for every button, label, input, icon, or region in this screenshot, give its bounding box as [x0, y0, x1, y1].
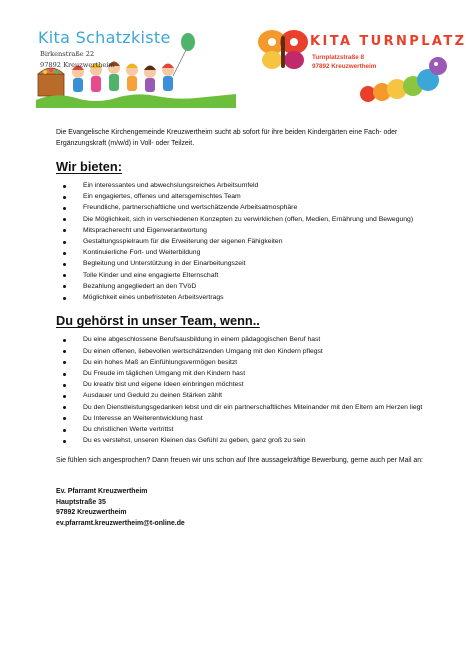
list-item: Du Freude im täglichen Umgang mit den Kindern hast — [56, 369, 436, 379]
list-item: Du Interesse an Weiterentwicklung hast — [56, 414, 436, 424]
bullet-icon — [63, 440, 66, 443]
list-item: Mitspracherecht und Eigenverantwortung — [56, 226, 436, 236]
bullet-icon — [63, 274, 66, 277]
bullet-icon — [63, 361, 66, 364]
bullet-icon — [63, 218, 66, 221]
kita-schatzkiste-city: 97892 Kreuzwertheim — [40, 61, 115, 69]
list-item: Du den Dienstleistungsgedanken lebst und dir ein partnerschaftliches Miteinander mit den Eltern am Herzen liegt — [56, 403, 436, 413]
list-item: Du ein hohes Maß an Einfühlungsvermögen besitzt — [56, 358, 436, 368]
list-item: Du eine abgeschlossene Berufsausbildung in einem pädagogischen Beruf hast — [56, 335, 436, 345]
bullet-icon — [63, 252, 66, 255]
list-item: Ein engagiertes, offenes und altersgemischtes Team — [56, 192, 436, 202]
contact-city: 97892 Kreuzwertheim — [56, 509, 127, 517]
bullet-icon — [63, 207, 66, 210]
list-item: Du es verstehst, unseren Kleinen das Gefühl zu geben, ganz groß zu sein — [56, 436, 436, 446]
bullet-icon — [63, 395, 66, 398]
list-item: Freundliche, partnerschaftliche und wertschätzende Arbeitsatmosphäre — [56, 203, 436, 213]
intro-paragraph: Die Evangelische Kirchengemeinde Kreuzwertheim sucht ab sofort für ihre beiden Kindergärten eine Fach- oder Ergänzungskraft (m/w/d) in Voll- oder Teilzeit. — [56, 129, 398, 147]
list-item: Du christlichen Werte vertrittst — [56, 425, 436, 435]
kita-turnplatz-logo — [250, 22, 467, 112]
contact-street: Hauptstraße 35 — [56, 498, 106, 506]
closing-paragraph: Sie fühlen sich angesprochen? Dann freuen wir uns schon auf Ihre aussagekräftige Bewerbung, gerne auch per Mail an: — [56, 456, 423, 464]
list-item: Tolle Kinder und eine engagierte Elternschaft — [56, 271, 436, 281]
bullet-icon — [63, 429, 66, 432]
list-item: Bezahlung angegliedert an den TVöD — [56, 282, 436, 292]
letterhead — [0, 0, 473, 115]
kita-turnplatz-city: 97892 Kreuzwertheim — [312, 63, 377, 70]
bullet-icon — [63, 350, 66, 353]
bullet-icon — [63, 263, 66, 266]
list-item: Du kreativ bist und eigene Ideen einbringen möchtest — [56, 380, 436, 390]
list-item: Kontinuierliche Fort- und Weiterbildung — [56, 248, 436, 258]
team-heading: Du gehörst in unser Team, wenn.. — [56, 313, 260, 329]
bullet-icon — [63, 417, 66, 420]
bullet-icon — [63, 384, 66, 387]
kita-turnplatz-street: Turnplatzstraße 8 — [312, 54, 365, 61]
kita-turnplatz-title: KITA TURNPLATZ — [310, 34, 467, 49]
contact-name: Ev. Pfarramt Kreuzwertheim — [56, 488, 148, 496]
job-posting — [56, 128, 436, 529]
list-item: Gestaltungsspielraum für die Erweiterung der eigenen Fähigkeiten — [56, 237, 436, 247]
kita-schatzkiste-street: Birkenstraße 22 — [40, 50, 95, 58]
list-item: Begleitung und Unterstützung in der Einarbeitungszeit — [56, 259, 436, 269]
bullet-icon — [63, 373, 66, 376]
bullet-icon — [63, 406, 66, 409]
bullet-icon — [63, 285, 66, 288]
requirements-list — [56, 335, 436, 446]
offer-heading: Wir bieten: — [56, 159, 123, 174]
bullet-icon — [63, 339, 66, 342]
list-item: Du einen offenen, liebevollen wertschätzenden Umgang mit den Kindern pflegst — [56, 347, 436, 357]
kita-schatzkiste-title: Kita Schatzkiste — [38, 28, 171, 47]
bullet-icon — [63, 229, 66, 232]
list-item: Ausdauer und Geduld zu deinen Stärken zählt — [56, 391, 436, 401]
bullet-icon — [63, 196, 66, 199]
list-item: Möglichkeit eines unbefristeten Arbeitsvertrags — [56, 293, 436, 303]
bullet-icon — [63, 241, 66, 244]
kita-schatzkiste-logo — [36, 28, 236, 108]
list-item: Ein interessantes und abwechslungsreiches Arbeitsumfeld — [56, 181, 436, 191]
list-item: Die Möglichkeit, sich in verschiedenen Konzepten zu verwirklichen (offen, Medien, Ernährung und Bewegung) — [56, 215, 436, 225]
contact-block — [56, 487, 436, 529]
contact-email[interactable]: ev.pfarramt.kreuzwertheim@t-online.de — [56, 519, 185, 527]
bullet-icon — [63, 297, 66, 300]
offer-list — [56, 181, 436, 303]
bullet-icon — [63, 185, 66, 188]
